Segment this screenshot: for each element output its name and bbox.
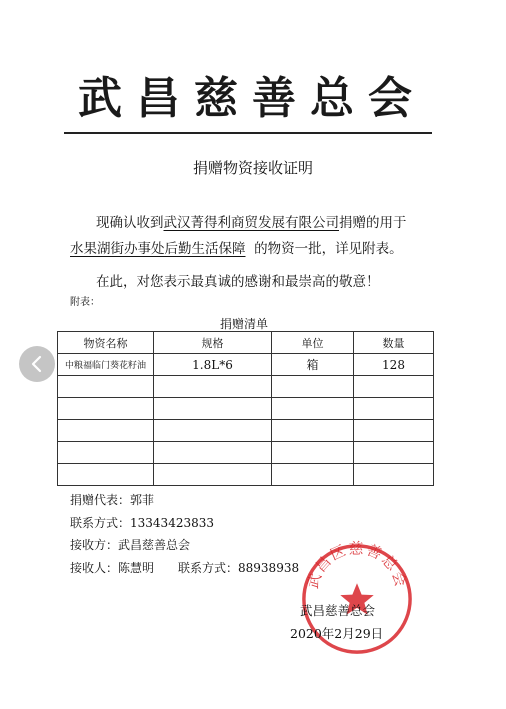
item-unit-cell (272, 398, 354, 420)
chevron-left-icon (30, 355, 44, 373)
donor-name: 武汉菁得利商贸发展有限公司 (163, 215, 339, 231)
item-name-cell (58, 442, 154, 464)
item-spec-cell: 1.8L*6 (154, 354, 272, 376)
receiver-person-value: 陈慧明 (118, 561, 155, 575)
item-unit-cell (272, 420, 354, 442)
item-spec-cell (154, 376, 272, 398)
body-line-3: 在此，对您表示最真诚的感谢和最崇高的敬意！ (96, 274, 380, 290)
column-header: 单位 (272, 332, 354, 354)
table-caption: 捐赠清单 (219, 317, 268, 331)
column-header: 规格 (154, 332, 272, 354)
attachment-label: 附表： (70, 297, 100, 308)
table-row (58, 464, 434, 486)
donor-contact-label: 联系方式： (70, 516, 131, 530)
item-name-cell (58, 398, 154, 420)
previous-page-button[interactable] (19, 346, 55, 382)
item-qty-cell (354, 420, 434, 442)
donor-rep-value: 郭菲 (130, 493, 155, 507)
line1-suffix: 捐赠的用于 (339, 215, 407, 231)
item-spec-cell (154, 442, 272, 464)
item-spec-cell (154, 464, 272, 486)
receiver-person-label: 接收人： (70, 561, 119, 575)
receiver-contact (178, 559, 299, 576)
document-title: 捐赠物资接收证明 (192, 159, 313, 177)
item-unit-cell (272, 464, 354, 486)
receiver-org-label: 接收方： (70, 538, 119, 552)
item-spec-cell (154, 420, 272, 442)
table-row (58, 354, 434, 376)
item-name-cell: 中粮福临门葵花籽油 (58, 354, 154, 376)
item-name-cell (58, 376, 154, 398)
donor-rep (70, 491, 154, 508)
line2-suffix: 的物资一批，详见附表。 (254, 241, 403, 257)
item-name-cell (58, 464, 154, 486)
body-line-1 (96, 211, 407, 231)
donation-table (57, 331, 434, 486)
table-row (58, 420, 434, 442)
signature-org: 武昌慈善总会 (300, 603, 376, 618)
table-row (58, 442, 434, 464)
item-qty-cell (354, 464, 434, 486)
signature-date: 2020年2月29日 (290, 626, 384, 641)
item-qty-cell: 128 (354, 354, 434, 376)
table-row (58, 376, 434, 398)
receiver-person (70, 559, 154, 576)
item-qty-cell (354, 398, 434, 420)
org-title: 武昌慈善总会 (78, 73, 426, 124)
item-unit-cell (272, 442, 354, 464)
item-qty-cell (354, 442, 434, 464)
receiver-contact-value: 88938938 (238, 561, 300, 575)
donor-rep-label: 捐赠代表： (70, 493, 131, 507)
column-header: 物资名称 (58, 332, 154, 354)
item-name-cell (58, 420, 154, 442)
item-unit-cell (272, 376, 354, 398)
table-row (58, 398, 434, 420)
receiver-org (70, 536, 190, 553)
receiver-contact-label: 联系方式： (178, 561, 239, 575)
line1-prefix: 现确认收到 (96, 215, 164, 231)
item-unit-cell: 箱 (272, 354, 354, 376)
item-spec-cell (154, 398, 272, 420)
donor-contact (70, 514, 214, 531)
item-qty-cell (354, 376, 434, 398)
body-line-2 (70, 237, 403, 257)
donor-contact-value: 13343423833 (130, 516, 214, 530)
table-header-row (58, 332, 434, 354)
receiver-org-value: 武昌慈善总会 (118, 538, 191, 552)
svg-text:武昌区慈善总会: 武昌区慈善总会 (304, 540, 410, 591)
column-header: 数量 (354, 332, 434, 354)
recipient-name: 水果湖街办事处后勤生活保障 (70, 241, 246, 257)
title-divider (64, 132, 432, 134)
